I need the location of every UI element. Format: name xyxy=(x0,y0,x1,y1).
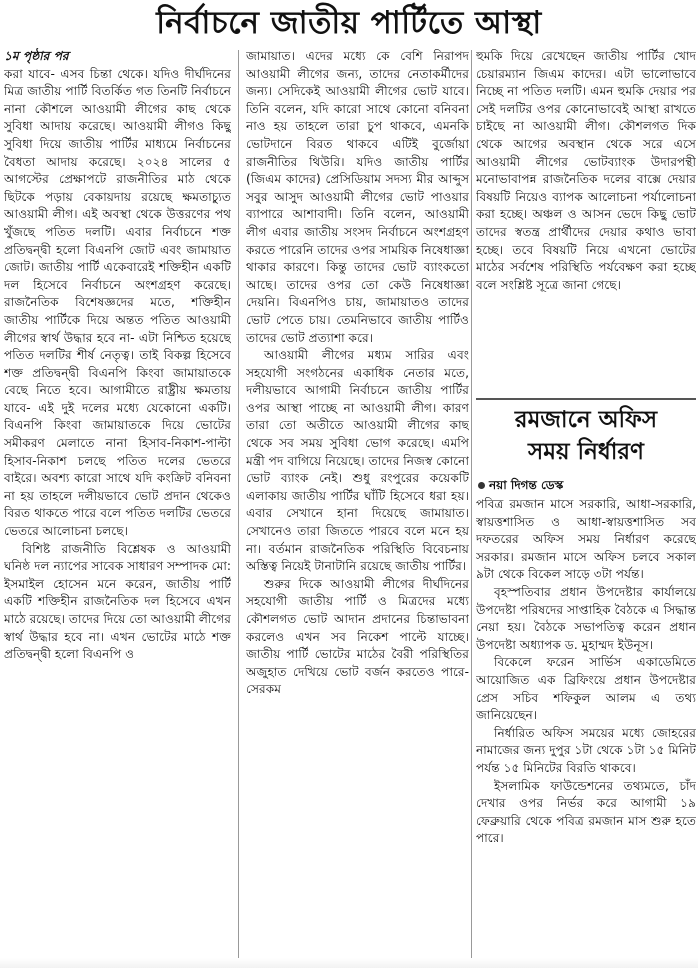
page-edge xyxy=(0,958,698,968)
headline-line: সময় নির্ধারণ xyxy=(528,439,644,465)
column-divider xyxy=(238,50,239,962)
paragraph: বিশিষ্ট রাজনীতি বিশ্লেষক ও আওয়ামী ঘনিষ্ঠ দল ন্যাপের সাবেক সাধারণ সম্পাদক মো: ইসমাইল হোসেন মনে করেন, জাতীয় পার্টি একটি শক্তিহীন রাজনৈতিক দল হিসেবে এখন মাঠে রয়েছে। তাদের দিয়ে তো আওয়ামী লীগের স্বার্থ উদ্ধার হবে না। এখন ভোটের মাঠে শক্ত প্রতিদ্বন্দ্বী হলো বিএনপি ও xyxy=(4,541,231,662)
article-column-3 xyxy=(476,48,696,394)
second-article-body xyxy=(476,496,696,966)
paragraph: শুরুর দিকে আওয়ামী লীগের দীর্ঘদিনের সহযোগী জাতীয় পার্টি ও মিত্রদের মধ্যে কৌশলগত ভোট আদান প্রদানের চিন্তাভাবনা করলেও এখন সব নিকেশ পাল্টে যাচ্ছে। জাতীয় পার্টি ভোটের মাঠের বৈরী পরিস্থিতির অজুহাত দেখিয়ে ভোট বর্জন করতেও পারে- সেরকম xyxy=(246,576,469,697)
paragraph: ইসলামিক ফাউন্ডেশনের তথ্যমতে, চাঁদ দেখার ওপর নির্ভর করে আগামী ১৯ ফেব্রুয়ারি থেকে পবিত্র রমজান মাস শুরু হতে পারে। xyxy=(476,778,696,846)
column-divider xyxy=(471,50,472,962)
paragraph: হুমকি দিয়ে রেখেছেন জাতীয় পার্টির খোদ চেয়ারম্যান জিএম কাদের। এটা ভালোভাবে নিচ্ছে না পতিত দলটি। এমন হুমকি দেয়ার পর সেই দলটির ওপর কোনোভাবেই আস্থা রাখতে চাইছে না আওয়ামী লীগ। কৌশলগত দিক থেকে আগের অবস্থান থেকে সরে এসে আওয়ামী লীগের ভোটব্যাংক উদারপন্থী মনোভাবাপন্ন রাজনৈতিক দলের বাক্সে দেয়ার বিষয়টি নিয়েও ব্যাপক আলোচনা পর্যালোচনা করা হচ্ছে। অঞ্চল ও আসন ভেদে কিছু ভোট তাদের স্বতন্ত্র প্রার্থীদের দেয়ার কথাও ভাবা হচ্ছে। তবে বিষয়টি নিয়ে এখনো ভোটের মাঠের সর্বশেষ পরিস্থিতি পর্যবেক্ষণ করা হচ্ছে বলে সংশ্লিষ্ট সূত্রে জানা গেছে। xyxy=(476,49,696,292)
paragraph-text: করা যাবে- এসব চিন্তা থেকে। যদিও দীর্ঘদিনের মিত্র জাতীয় পার্টি বিতর্কিত গত তিনটি নির্বাচনে নানা কৌশলে আওয়ামী লীগের কাছ থেকে সুবিধা আদায় করেছে। আওয়ামী লীগও কিছু সুবিধা দিয়ে জাতীয় পার্টির মাধ্যমে নির্বাচনের বৈধতা আদায় করেছে। ২০২৪ সালের ৫ আগস্টের প্রেক্ষাপটে রাজনীতির মাঠ থেকে ছিটকে পড়ায় বেকায়দায় রয়েছে ক্ষমতাচ্যুত আওয়ামী লীগ। এই অবস্থা থেকে উত্তরণের পথ খুঁজছে পতিত দলটি। এবার নির্বাচনে শক্ত প্রতিদ্বন্দ্বী হলো বিএনপি জোট এবং জামায়াত জোট। জাতীয় পার্টি একেবারেই শক্তিহীন একটি দল হিসেবে নির্বাচনে অংশগ্রহণ করেছে। রাজনৈতিক বিশেষজ্ঞদের মতে, শক্তিহীন জাতীয় পার্টিকে দিয়ে অন্তত পতিত আওয়ামী লীগের স্বার্থ উদ্ধার হবে না- এটা নিশ্চিত হয়েছে পতিত দলটির শীর্ষ নেতৃত্ব। তাই বিকল্প হিসেবে শক্ত প্রতিদ্বন্দ্বী বিএনপি কিংবা জামায়াতকে বেছে নিতে হবে। আগামীতে রাষ্ট্রীয় ক্ষমতায় যাবে- এই দুই দলের মধ্যে যেকোনো একটি। বিএনপি কিংবা জামায়াতকে দিয়ে ভোটের সমীকরণ মেলাতে নানা হিসাব-নিকাশ-পাল্টা হিসাব-নিকাশ চলছে পতিত দলের ভেতরে বাইরে। অবশ্য কারো সাথে যদি কংক্রিট বনিবনা না হয় তাহলে দলীয়ভাবে ভোট প্রদান থেকেও বিরত থাকতে পারে বলে পতিত দলটির ভেতরে ভেতরে আলোচনা চলছে। xyxy=(4,66,231,539)
paragraph: নির্ধারিত অফিস সময়ের মধ্যে জোহরের নামাজের জন্য দুপুর ১টা থেকে ১টা ১৫ মিনিট পর্যন্ত ১৫ মিনিটের বিরতি থাকবে। xyxy=(476,725,696,775)
section-divider xyxy=(476,398,696,400)
paragraph: আওয়ামী লীগের মধ্যম সারির এবং সহযোগী সংগঠনের একাধিক নেতার মতে, দলীয়ভাবে আগামী নির্বাচনে জাতীয় পার্টির ওপর আস্থা পাচ্ছে না আওয়ামী লীগ। কারণ তারা তো অতীতে আওয়ামী লীগের কাছ থেকে সব সময় সুবিধা ভোগ করেছে। এমপি মন্ত্রী পদ বাগিয়ে নিয়েছে। তাদের নিজস্ব কোনো ভোট ব্যাংক নেই। শুধু রংপুরের কয়েকটি এলাকায় জাতীয় পার্টির ঘাঁটি হিসেবে ধরা হয়। এবার সেখানে হানা দিয়েছে জামায়াত। সেখানেও তারা জিততে পারবে বলে মনে হয় না। বর্তমান রাজনৈতিক পরিস্থিতি বিবেচনায় অস্তিত্ব নিয়েই টানাটানি রয়েছে জাতীয় পার্টির। xyxy=(246,348,469,574)
paragraph: জামায়াত। এদের মধ্যে কে বেশি নিরাপদ আওয়ামী লীগের জন্য, তাদের নেতাকর্মীদের জন্য। সেদিকেই আওয়ামী লীগের ভোট যাবে। তিনি বলেন, যদি কারো সাথে কোনো বনিবনা নাও হয় তাহলে তারা চুপ থাকবে, এমনকি ভোটদানে বিরত থাকবে এটিই বুর্জোয়া রাজনীতির থিউরি। যদিও জাতীয় পার্টির (জিএম কাদের) প্রেসিডিয়াম সদস্য মীর আব্দুস সবুর আসুদ আওয়ামী লীগের ভোট পাওয়ার ব্যাপারে আশাবাদী। তিনি বলেন, আওয়ামী লীগ এবার জাতীয় সংসদ নির্বাচনে অংশগ্রহণ করতে পারেনি তাদের ওপর সাময়িক নিষেধাজ্ঞা থাকার কারণে। কিন্তু তাদের ভোট ব্যাংকতো আছে। তাদের ওপর তো কেউ নিষেধাজ্ঞা দেয়নি। বিএনপিও চায়, জামায়াতও তাদের ভোট পেতে চায়। তেমনিভাবে জাতীয় পার্টিও তাদের ভোট প্রত্যাশা করে। xyxy=(246,49,469,345)
paragraph xyxy=(4,48,231,541)
second-article-headline xyxy=(476,404,696,468)
continued-from: ১ম পৃষ্ঠার পর xyxy=(4,49,69,63)
desk-name: নয়া দিগন্ত ডেস্ক xyxy=(489,478,564,492)
byline xyxy=(478,476,696,494)
article-column-2 xyxy=(246,48,469,966)
headline-line: রমজানে অফিস xyxy=(514,407,658,433)
paragraph: বিকেলে ফরেন সার্ভিস একাডেমিতে আয়োজিত এক ব্রিফিংয়ে প্রধান উপদেষ্টার প্রেস সচিব শফিকুল আলম এ তথ্য জানিয়েছেন। xyxy=(476,655,696,723)
bullet-icon xyxy=(478,482,485,489)
headline: নির্বাচনে জাতীয় পার্টিতে আস্থা xyxy=(156,5,542,41)
paragraph: পবিত্র রমজান মাসে সরকারি, আধা-সরকারি, স্বায়ত্তশাসিত ও আধা-স্বায়ত্তশাসিত সব দফতরের অফিস সময় নির্ধারণ করেছে সরকার। রমজান মাসে অফিস চলবে সকাল ৯টা থেকে বিকেল সাড়ে ৩টা পর্যন্ত। xyxy=(476,497,696,582)
paragraph: বৃহস্পতিবার প্রধান উপদেষ্টার কার্যালয়ে উপদেষ্টা পরিষদের সাপ্তাহিক বৈঠকে এ সিদ্ধান্ত নেয়া হয়। বৈঠকে সভাপতিত্ব করেন প্রধান উপদেষ্টা অধ্যাপক ড. মুহাম্মদ ইউনূস। xyxy=(476,584,696,652)
article-column-1 xyxy=(4,48,231,966)
